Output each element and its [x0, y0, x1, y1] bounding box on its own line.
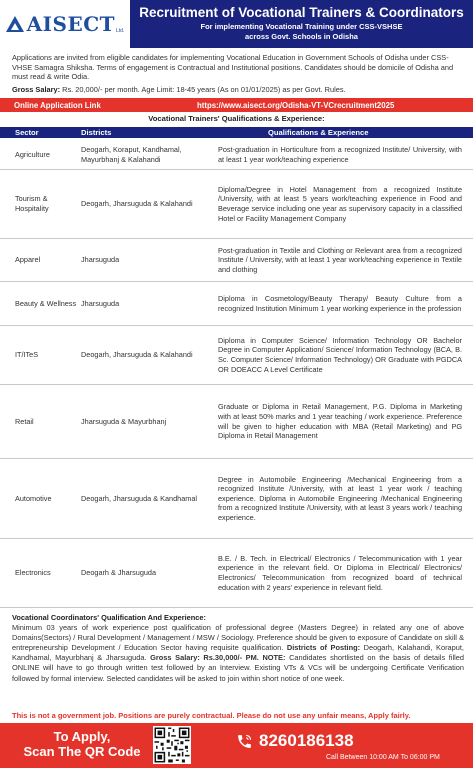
sector-cell: Electronics: [15, 568, 51, 578]
districts-cell: Deogarh, Koraput, Kandhamal, Mayurbhanj & Kalahandi: [81, 144, 182, 164]
application-link-bar: [0, 98, 473, 112]
phone-text: 8260186138: [259, 731, 354, 750]
table-row: [0, 140, 473, 170]
page-subtitle-1: For implementing Vocational Training under CSS-VSHSE: [200, 22, 403, 31]
districts-cell: Jharsuguda & Mayurbhanj: [81, 416, 167, 426]
districts-cell: Deogarh & Jharsuguda: [81, 568, 157, 578]
qr-code-icon[interactable]: [153, 726, 191, 764]
scan-line-1: To Apply,: [53, 729, 111, 744]
title-banner: [130, 0, 473, 48]
sector-cell: Apparel: [15, 255, 41, 265]
scan-prompt: [16, 729, 148, 759]
vt-section-title: Vocational Trainers' Qualifications & Experience:: [148, 114, 325, 123]
phone-number[interactable]: [236, 731, 354, 751]
sector-cell: Retail: [15, 416, 34, 426]
qualification-cell: Diploma/Degree in Hotel Management from a recognized Institute /University, with at least 5 years work/teaching experience in Food and Beverage service including one year as supervisory capacity in a classified Hotel or Facility Management Company: [218, 184, 462, 223]
sector-cell: Beauty & Wellness: [15, 298, 77, 308]
districts-cell: Jharsuguda: [81, 298, 120, 308]
page-title: Recruitment of Vocational Trainers & Coordinators: [139, 5, 464, 20]
call-hours: Call Between 10:00 AM To 06:00 PM: [326, 754, 440, 761]
table-row: [0, 239, 473, 282]
table-header: [0, 127, 473, 138]
qualification-cell: Diploma in Cosmetology/Beauty Therapy/ Beauty Culture from a recognized Institution Minimum 1 year working experience in the profession: [218, 293, 462, 313]
table-row: [0, 326, 473, 385]
note-text: Candidates shortlisted on the basis of details filled ONLINE will have to go through written test followed by an Interview. Existing VTs & VCs will be undergoing Certificate Verification followed by formal interview. Selected candidates will be asked to join within short notice of one week.: [12, 653, 464, 683]
salary-line: [12, 85, 464, 94]
coordinator-salary: Gross Salary: Rs.30,000/- PM.: [150, 653, 259, 663]
aisect-logo: [0, 0, 130, 48]
qualification-cell: Diploma in Computer Science/ Information Technology OR Bachelor Degree in Computer Application/ Science/ Information Technology (BCA, B. Sc. Computer Science/ Information Technology) OR Graduate with PGDCA OR DOEACC A Level Certificate: [218, 335, 462, 374]
note-label: NOTE:: [262, 653, 286, 663]
districts-cell: Deogarh, Jharsuguda & Kalahandi: [81, 350, 193, 360]
logo-suffix: Ltd.: [116, 28, 125, 34]
table-row: [0, 539, 473, 608]
logo-triangle-icon: [6, 16, 24, 32]
disclaimer: This is not a government job. Positions are purely contractual. Please do not use any unfair means, Apply fairly.: [12, 711, 411, 720]
districts-cell: Deogarh, Jharsuguda & Kandhamal: [81, 493, 198, 503]
coordinators-body: [12, 623, 464, 684]
sector-cell: Automotive: [15, 493, 52, 503]
qualification-cell: B.E. / B. Tech. in Electrical/ Electronics / Telecommunication with 1 year experience in the relevant field. Or Diploma in Electrical/ Electronics/ Electronics/ Telecommunication from recognized board of technical education with 2 years' experience in relevant field.: [218, 553, 462, 592]
districts-text: Deogarh, Kalahandi, Koraput, Kandhamal, Mayurbhanj & Jharsuguda.: [12, 643, 464, 663]
scan-line-2: Scan The QR Code: [23, 744, 141, 759]
phone-icon: [236, 733, 253, 750]
header: [0, 0, 473, 48]
table-row: [0, 170, 473, 239]
link-label: Online Application Link: [14, 101, 101, 110]
sector-cell: Tourism & Hospitality: [15, 194, 49, 213]
salary-label: Gross Salary:: [12, 85, 61, 94]
qualification-cell: Graduate or Diploma in Retail Management, P.G. Diploma in Marketing with at least 50% marks and 1 year teaching / work experience. Preference will be given to higher education with MBA (Retail Marketing) and PG Diploma in Retail Management: [218, 402, 462, 441]
districts-cell: Deogarh, Jharsuguda & Kalahandi: [81, 199, 193, 209]
sector-cell: Agriculture: [15, 149, 50, 159]
table-row: [0, 459, 473, 539]
table-row: [0, 282, 473, 326]
coordinators-section: [12, 613, 464, 684]
application-url-link[interactable]: https://www.aisect.org/Odisha-VT-VCrecruitment2025: [197, 101, 395, 110]
page-subtitle-2: across Govt. Schools in Odisha: [245, 32, 358, 41]
coordinators-title: Vocational Coordinators' Qualification And Experience:: [12, 613, 206, 622]
header-districts: Districts: [81, 128, 112, 137]
sector-cell: IT/ITeS: [15, 350, 39, 360]
qualification-cell: Degree in Automobile Engineering /Mechanical Engineering from a recognized Institute /University, with at least 1 year work / teaching experience. Diploma in Automobile Engineering /Mechanical Engineering from a recognized Institute /University, with at least 3 years work / teaching experience.: [218, 474, 462, 522]
logo-text: AISECT: [26, 12, 116, 36]
coordinators-text: Minimum 03 years of work experience post qualification of professional degree (Masters Degree) in related any one of above Domains(Sectors) / Rural Development / Management / MSW / Sociology. Preference should be given to exposure of Candidate on skill & entrepreneurship Development / Education Sector having requisite qualification.: [12, 623, 464, 653]
districts-cell: Jharsuguda: [81, 255, 120, 265]
table-row: [0, 385, 473, 459]
qualification-cell: Post-graduation in Horticulture from a recognized Institute/ University, with at least 1 year work/teaching experience: [218, 144, 462, 164]
intro-paragraph: Applications are invited from eligible candidates for implementing Vocational Education in Government Schools of Odisha under CSS-VHSE Samagra Shiksha. Terms of engagement is Contractual and Institutional positions. Candidates should be domicile of Odisha and must read & write Odia.: [12, 53, 454, 82]
header-sector: Sector: [15, 128, 39, 137]
footer: [0, 723, 473, 768]
salary-text: Rs. 20,000/- per month. Age Limit: 18-45 years (As on 01/01/2025) as per Govt. Rules.: [62, 85, 346, 94]
header-qualifications: Qualifications & Experience: [268, 128, 369, 137]
districts-label: Districts of Posting:: [286, 643, 361, 653]
qualification-cell: Post-graduation in Textile and Clothing or Relevant area from a recognized Institute / University, with at least 1 year work/teaching experience in Textile and clothing: [218, 245, 462, 274]
